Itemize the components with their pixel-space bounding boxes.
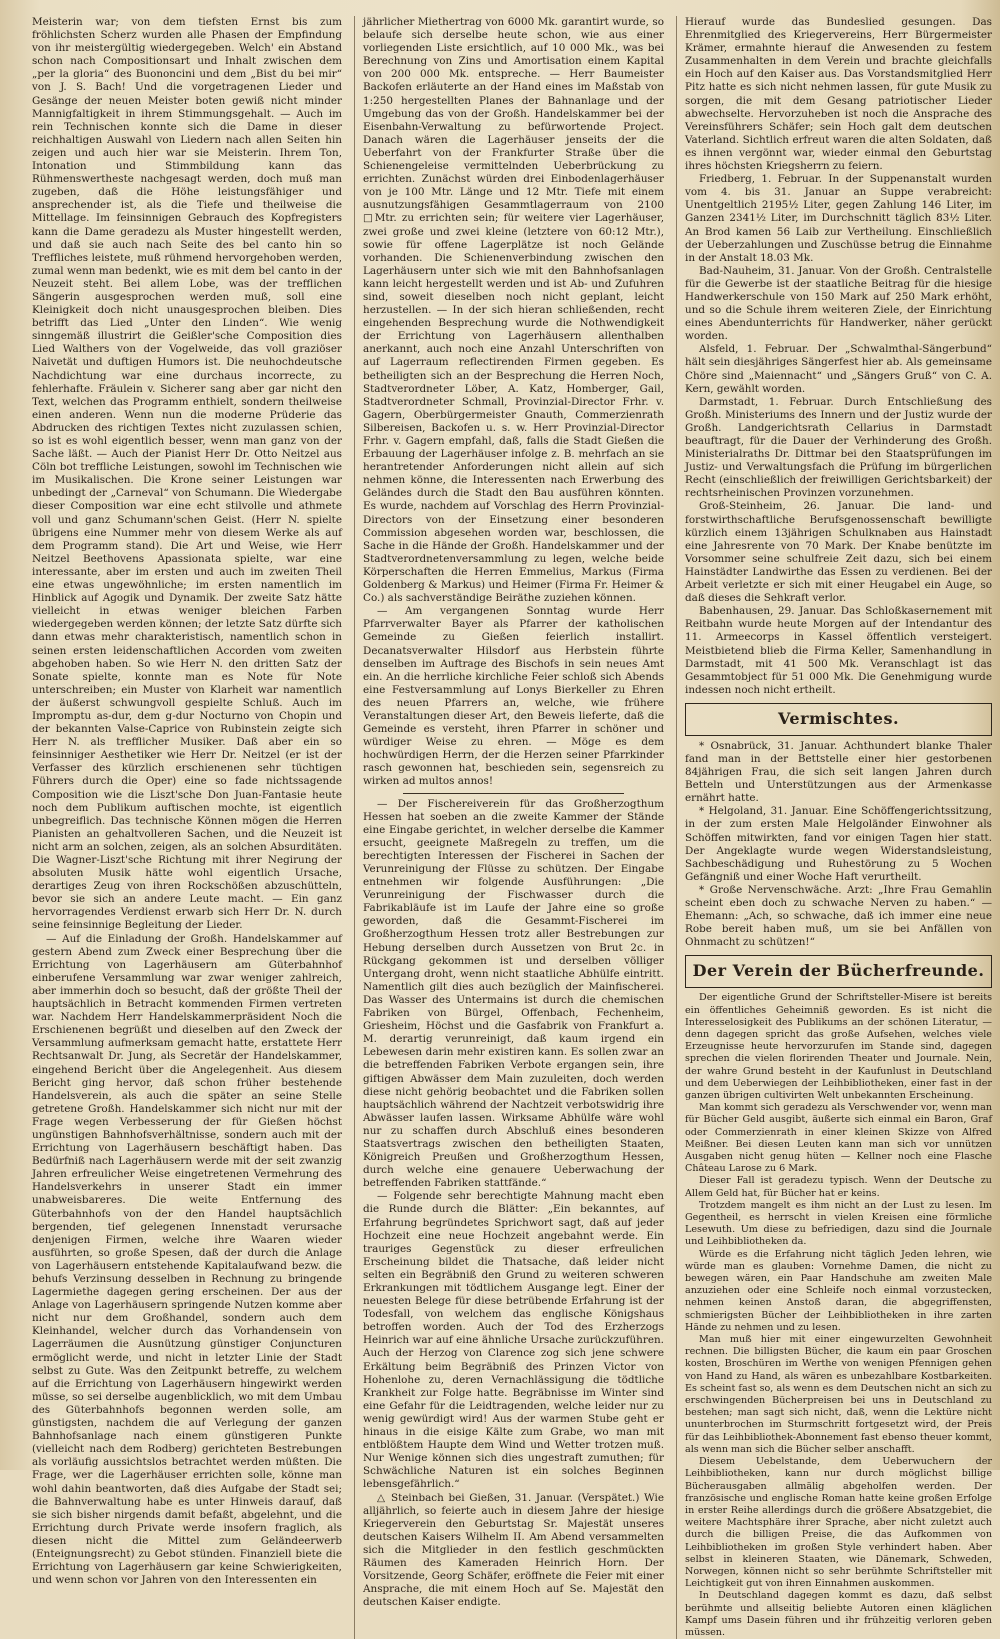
article-paragraph: — Der Fischereiverein für das Großherzogthum Hessen hat soeben an die zweite Kammer der Stände eine Eingabe gerichtet, in welcher derselbe die Kammer ersucht, geeignete Maßregeln zu treffen, um die berechtigten Interessen der Fischerei in Sachen der Verunreinigung der Flüsse zu schützen. Der Eingabe entnehmen wir folgende Ausführungen: „Die Verunreinigung der Fischwasser durch die Fabrikabläufe ist im Laufe der Jahre eine so große geworden, daß die Gesammt-Fischerei im Großherzogthum Hessen trotz aller Bestrebungen zur Hebung derselben durch Aussetzen von Brut 2c. in Rückgang gekommen ist und derselben völliger Untergang droht, wenn nicht staatliche Abhülfe eintritt. Namentlich gilt dies auch bezüglich der Mainfischerei. Das Wasser des Untermains ist durch die chemischen Fabriken von Bürgel, Offenbach, Fechenheim, Griesheim, Höchst und die Gasfabrik von Frankfurt a. M. derartig verunreinigt, daß kaum irgend ein Lebewesen darin mehr existiren kann. Es sollen zwar an die betreffenden Fabriken Verbote ergangen sein, ihre giftigen Abwässer dem Main zuzuleiten, doch werden diese nicht gehörig beobachtet und die Fabriken sollen hauptsächlich während der Nachtzeit verbotswidrig ihre Abwässer laufen lassen. Wirksame Abhülfe wäre wohl nur zu schaffen durch Abschluß eines besonderen Staatsvertrags zwischen den betheiligten Staaten, Königreich Preußen und Großherzogthum Hessen, durch welche eine genauere Ueberwachung der betreffenden Fabriken stattfände.“	[363, 797, 664, 1190]
divider	[403, 793, 624, 794]
feuilleton-body	[685, 992, 992, 1639]
section-title-vermischtes: Vermischtes.	[777, 708, 900, 728]
article-paragraph: Groß-Steinheim, 26. Januar. Die land- und forstwirthschaftliche Berufsgenossenschaft bewilligte kürzlich einem 13jährigen Schulknaben aus Hainstadt eine Jahresrente von 70 Mark. Der Knabe benützte im Vorsommer seine schulfreie Zeit dazu, sich bei einem Hainstädter Landwirthe das Essen zu verdienen. Bei der Arbeit verletzte er sich mit einer Heugabel ein Auge, so daß dieses die Sehkraft verlor.	[685, 500, 992, 605]
article-paragraph: Man kommt sich geradezu als Verschwender vor, wenn man für Bücher Geld ausgibt, äußerte sich einmal ein Baron, Graf oder Commerzienrath in einer kleinen Skizze von Alfred Meißner. Bei diesen Leuten kann man sich vor unnützen Ausgaben nicht genug hüten — Kellner noch eine Flasche Château Larose zu 6 Mark.	[685, 1102, 992, 1175]
article-paragraph: jährlicher Miethertrag von 6000 Mk. garantirt wurde, so belaufe sich derselbe heute schon, wie aus einer vorliegenden Liste ersichtlich, auf 10 000 Mk., was bei Berechnung von Zins und Amortisation einem Kapital von 200 000 Mk. entspreche. — Herr Baumeister Backofen erläuterte an der Hand eines im Maßstab von 1:250 hergestellten Planes der Bahnanlage und der Umgebung das von der Großh. Handelskammer bei der Eisenbahn-Verwaltung zu befürwortende Project. Danach wären die Lagerhäuser jenseits der die Ueberfahrt von der Frankfurter Straße über die Schienengeleise vermittelnden Ueberbrückung zu errichten. Zunächst würden drei Einbodenlagerhäuser von je 100 Mtr. Länge und 12 Mtr. Tiefe mit einem ausnutzungsfähigen Gesammtlagerraum von 2100 □Mtr. zu errichten sein; für weitere vier Lagerhäuser, zwei große und zwei kleine (letztere von 60:12 Mtr.), sowie für offene Lagerplätze ist noch Gelände vorhanden. Die Schienenverbindung zwischen den Lagerhäusern unter sich wie mit den Bahnhofsanlagen kann leicht hergestellt werden und ist Ab- und Zufuhren sind, soweit dieselben noch nicht geplant, leicht herzustellen. — In der sich hieran schließenden, recht eingehenden Besprechung wurde die Nothwendigkeit der Errichtung von Lagerhäusern allenthalben anerkannt, auch noch eine Anzahl Unterschriften von auf Lagerraum reflectirenden Firmen gegeben. Es betheiligten sich an der Besprechung die Herren Noch, Stadtverordneter Löber, A. Katz, Homberger, Gail, Stadtverordneter Schmall, Provinzial-Director Frhr. v. Gagern, Oberbürgermeister Gnauth, Commerzienrath Silbereisen, Backofen u. s. w. Herr Provinzial-Director Frhr. v. Gagern empfahl, daß, falls die Stadt Gießen die Erbauung der Lagerhäuser infolge z. B. mehrfach an sie herantretender Anforderungen nicht allein auf sich nehmen könne, die Interessenten nach Erwerbung des Geländes durch die Stadt den Bau ausführen könnten. Es wurde, nachdem auf Vorschlag des Herrn Provinzial-Directors von der Einsetzung einer besonderen Commission abgesehen worden war, beschlossen, die Sache in die Hände der Großh. Handelskammer und der Stadtverordnetenversammlung zu legen, welche beide Körperschaften die Herren Emmelius, Markus (Firma Goldenberg & Markus) und Heimer (Firma Fr. Heimer & Co.) als sachverständige Beiräthe zuziehen können.	[363, 16, 664, 605]
article-paragraph: Darmstadt, 1. Februar. Durch Entschließung des Großh. Ministeriums des Innern und der Justiz wurde der Großh. Landgerichtsrath Cellarius in Darmstadt beauftragt, für die Dauer der Verhinderung des Großh. Ministerialraths Dr. Dittmar bei den Staatsprüfungen im Justiz- und Verwaltungsfach die Prüfung im bürgerlichen Recht (einschließlich der freiwilligen Gerichtsbarkeit) der rechtsrheinischen Provinzen vorzunehmen.	[685, 395, 992, 500]
article-paragraph: — Auf die Einladung der Großh. Handelskammer auf gestern Abend zum Zweck einer Besprechung über die Errichtung von Lagerhäusern am Güterbahnhof einberufene Versammlung war zwar weniger zahlreich, aber immerhin doch so besucht, daß der größte Theil der hauptsächlich in Betracht kommenden Firmen vertreten war. Nachdem Herr Handelskammerpräsident Noch die Erschienenen begrüßt und dieselben auf den Zweck der Versammlung aufmerksam gemacht hatte, erstattete Herr Rechtsanwalt Dr. Jung, als Secretär der Handelskammer, eingehend Bericht über die Angelegenheit. Aus diesem Bericht ging hervor, daß schon früher bestehende Handelsverein, als auch die später an seine Stelle getretene Großh. Handelskammer sich nicht nur mit der Frage wegen Verbesserung der für Gießen höchst ungünstigen Bahnhofsverhältnisse, sondern auch mit der Errichtung von Lagerhäusern beschäftigt haben. Das Bedürfniß nach Lagerhäusern werde mit der seit zwanzig Jahren erfreulicher Weise eingetretenen Vermehrung des Handelsverkehrs in unserer Stadt ein immer unabweisbareres. Die weite Entfernung des Güterbahnhofs von der den Handel hauptsächlich bergenden, tief gelegenen Innenstadt verursache denjenigen Firmen, welche ihre Waaren wieder ausführten, so große Spesen, daß der durch die Anlage von Lagerhäusern entstehende Kapitalaufwand bezw. die behufs Verzinsung desselben in Rechnung zu bringende Lagermiethe dagegen gering erscheinen. Der aus der Anlage von Lagerhäusern springende Nutzen komme aber nicht nur dem Großhandel, sondern auch dem Kleinhandel, welcher durch das Vorhandensein von Lagerräumen die Ausnützung günstiger Conjuncturen ermöglicht werde, und nicht in letzter Linie der Stadt selbst zu Gute. Was den Zeitpunkt betreffe, zu welchem auf die Errichtung von Lagerhäusern hingewirkt werden müsse, so sei derselbe augenblicklich, wo mit dem Umbau des Güterbahnhofs begonnen werden solle, am günstigsten, nachdem die auf Verlegung der ganzen Bahnhofsanlage nach einem günstigeren Punkte (vielleicht nach dem Rodberg) gerichteten Bestrebungen als vorläufig aussichtslos betrachtet werden müßten. Die Frage, wer die Lagerhäuser errichten solle, könne man wohl dahin beantworten, daß dies Aufgabe der Stadt sei; die Bahnverwaltung habe es unter Hinweis darauf, daß sie sich bisher nirgends damit befaßt, abgelehnt, und die Errichtung durch Private werde insofern fraglich, als diesen nicht die Mittel zum Geländeerwerb (Enteignungsrecht) zu Gebot stünden. Finanziell biete die Errichtung von Lagerhäusern gar keine Schwierigkeiten, und wenn schon vor Jahren von den Interessenten ein	[32, 932, 342, 1587]
section-header-box	[685, 955, 992, 988]
news-item: * Helgoland, 31. Januar. Eine Schöffengerichtssitzung, in der zum ersten Male Helgoländer Einwohner als Schöffen mitwirkten, fand vor einigen Tagen hier statt. Der Angeklagte wurde wegen Widerstandsleistung, Sachbeschädigung und Ruhestörung zu 5 Wochen Gefängniß und einer Woche Haft verurtheilt.	[685, 805, 992, 883]
article-paragraph: Der eigentliche Grund der Schriftsteller-Misere ist bereits ein öffentliches Geheimniß geworden. Es ist nicht die Interesselosigkeit des Publikums an der schönen Literatur, — denn dagegen spricht das große Aufsehen, welches viele Erzeugnisse heute hervorzurufen im Stande sind, dagegen sprechen die vielen florirenden Theater und Journale. Nein, der wahre Grund besteht in der Kaufunlust in Deutschland und dem Ueberwiegen der Leihbibliotheken, einer fast in der ganzen übrigen cultivirten Welt unbekannten Erscheinung.	[685, 992, 992, 1101]
article-paragraph: △ Steinbach bei Gießen, 31. Januar. (Verspätet.) Wie alljährlich, so feierte auch in diesem Jahre der hiesige Kriegerverein den Geburtstag Sr. Majestät unseres deutschen Kaisers Wilhelm II. Am Abend versammelten sich die Mitglieder in den festlich geschmückten Räumen des Kameraden Heinrich Horn. Der Vorsitzende, Georg Schäfer, eröffnete die Feier mit einer Ansprache, die mit einem Hoch auf Se. Majestät den deutschen Kaiser endigte.	[363, 1491, 664, 1609]
article-paragraph: In Deutschland dagegen kommt es dazu, daß selbst berühmte und allseitig beliebte Autoren einen kläglichen Kampf ums Dasein führen und ihr frühzeitig verloren geben müssen.	[685, 1590, 992, 1638]
column-3	[676, 16, 992, 1639]
article-paragraph: Trotzdem mangelt es ihm nicht an der Lust zu lesen. Im Gegentheil, es herrscht in vielen Kreisen eine förmliche Lesewuth. Um diese zu befriedigen, dazu sind die Journale und Leihbibliotheken da.	[685, 1199, 992, 1248]
article-paragraph: Hierauf wurde das Bundeslied gesungen. Das Ehrenmitglied des Kriegervereins, Herr Bürgermeister Krämer, ermahnte hierauf die Anwesenden zu festem Zusammenhalten in dem Verein und brachte gleichfalls ein Hoch auf den Kaiser aus. Das Vorstandsmitglied Herr Pitz hatte es sich nicht nehmen lassen, für gute Musik zu sorgen, die mit dem Gesang patriotischer Lieder abwechselte. Hervorzuheben ist noch die Ansprache des Vereinsführers Schäfer; sein Hoch galt dem deutschen Vaterland. Sichtlich erfreut waren die alten Soldaten, daß es ihnen vergönnt war, wieder einmal den Geburtstag ihres höchsten Kriegsherrn zu feiern.	[685, 16, 992, 173]
article-paragraph: — Folgende sehr berechtigte Mahnung macht eben die Runde durch die Blätter: „Ein bekanntes, auf Erfahrung begründetes Sprichwort sagt, daß auf jeder Hochzeit eine neue Hochzeit angebahnt werde. Ein trauriges Gegenstück zu dieser erfreulichen Erscheinung bildet die Thatsache, daß leider nicht selten ein Begräbniß den Grund zu weiteren schweren Erkrankungen mit tödtlichem Ausgange legt. Einer der neuesten Belege für diese betrübende Erfahrung ist der Todesfall, von welchem das englische Königshaus betroffen worden. Auch der Tod des Erzherzogs Heinrich war auf eine ähnliche Ursache zurückzuführen. Auch der Herzog von Clarence zog sich jene schwere Erkältung beim Begräbniß des Prinzen Victor von Hohenlohe zu, deren Vernachlässigung die tödtliche Krankheit zur Folge hatte. Begräbnisse im Winter sind eine Gefahr für die Leidtragenden, welche leider nur zu wenig gewürdigt wird! Aus der warmen Stube geht er hinaus in die eisige Kälte zum Grabe, wo man mit entblößtem Haupte dem Wind und Wetter trotzen muß. Nur Wenige können sich dies ungestraft zumuthen; für Schwächliche Naturen ist ein solches Beginnen lebensgefährlich.“	[363, 1190, 664, 1491]
article-paragraph: Babenhausen, 29. Januar. Das Schloßkasernement mit Reitbahn wurde heute Morgen auf der Intendantur des 11. Armeecorps in Kassel öffentlich versteigert. Meistbietend blieb die Firma Keller, Samenhandlung in Darmstadt, mit 41 500 Mk. Veranschlagt ist das Gesammtobject für 51 000 Mk. Die Genehmigung wurde indessen noch nicht ertheilt.	[685, 605, 992, 696]
article-paragraph: Alsfeld, 1. Februar. Der „Schwalmthal-Sängerbund“ hält sein diesjähriges Sängerfest hier ab. Als gemeinsame Chöre sind „Maiennacht“ und „Sängers Gruß“ von C. A. Kern, gewählt worden.	[685, 343, 992, 395]
article-paragraph: — Am vergangenen Sonntag wurde Herr Pfarrverwalter Bayer als Pfarrer der katholischen Gemeinde zu Gießen feierlich installirt. Decanatsverwalter Hilsdorf aus Herbstein führte denselben im Auftrage des Bischofs in sein neues Amt ein. An die herrliche kirchliche Feier schloß sich Abends eine Festversammlung auf Lonys Bierkeller zu Ehren des neuen Pfarrers an, welche, wie frühere Veranstaltungen dieser Art, den Beweis lieferte, daß die Gemeinde es versteht, ihren Pfarrer in schöner und würdiger Weise zu ehren. — Möge es dem hochwürdigen Herrn, der die Herzen seiner Pfarrkinder rasch gewonnen hat, beschieden sein, segensreich zu wirken ad multos annos!	[363, 605, 664, 788]
news-item: * Große Nervenschwäche. Arzt: „Ihre Frau Gemahlin scheint eben doch zu schwache Nerven zu haben.“ — Ehemann: „Ach, so schwache, daß ich immer eine neue Robe bereit haben muß, um sie bei Anfällen von Ohnmacht zu schützen!“	[685, 883, 992, 949]
article-paragraph: Meisterin war; von dem tiefsten Ernst bis zum fröhlichsten Scherz wurden alle Phasen der Empfindung von ihr meistergültig wiedergegeben. Welch' ein Abstand schon nach Compositionsart und Inhalt zwischen dem „per la gloria“ des Buononcini und dem „Bist du bei mir“ von J. S. Bach! Und die vorgetragenen Lieder und Gesänge der neuen Meister boten gewiß nicht minder Mannigfaltigkeit in ihrem Stimmungsgehalt. — Auch im rein Technischen konnte sich die Dame in dieser reichhaltigen Auswahl von Liedern nach allen Seiten hin zeigen und auch hier war sie Meisterin. Ihrem Ton, Intonation und Stimmbildung kann das Rühmenswertheste nachgesagt werden, doch muß man zugeben, daß die Höhe leistungsfähiger und ansprechender ist, als die Tiefe und theilweise die Mittellage. Im feinsinnigen Gebrauch des Kopfregisters kann die Dame geradezu als Muster hingestellt werden, und daß sie auch nach Seite des bel canto hin so Treffliches leistete, muß rühmend hervorgehoben werden, zumal wenn man bedenkt, wie es mit dem bel canto in der Neuzeit steht. Bei allem Lobe, was der trefflichen Sängerin ausgesprochen werden muß, soll eine Kleinigkeit doch nicht unausgesprochen bleiben. Dies betrifft das Lied „Unter den Linden“. Wie wenig sinngemäß illustrirt die Geißler'sche Composition dies Lied Walthers von der Vogelweide, das voll graziöser Naivetät und duftigen Humors ist. Die neuhochdeutsche Nachdichtung war eine durchaus incorrecte, zu fehlerhafte. Fräulein v. Sicherer sang aber gar nicht den Text, welchen das Programm enthielt, sondern theilweise einen anderen. Wenn nun die moderne Prüderie das Abdrucken des richtigen Textes nicht zuzulassen schien, so ist es wohl eigentlich besser, wenn man ganz von der Sache läßt. — Auch der Pianist Herr Dr. Otto Neitzel aus Cöln bot treffliche Leistungen, sowohl im Technischen wie im Musikalischen. Die Krone seiner Leistungen war unbedingt der „Carneval“ von Schumann. Die Wiedergabe dieser Composition war eine echt stilvolle und athmete voll und ganz Schumann'schen Geist. (Herr N. spielte übrigens eine Nummer mehr von diesem Werke als auf dem Programm stand). Die Art und Weise, wie Herr Neitzel Beethovens Apassionata spielte, war eine interessante, aber im ersten und auch im zweiten Theil eine etwas ungewöhnliche; im ersten namentlich im Hinblick auf Agogik und Dynamik. Der zweite Satz hätte vielleicht in etwas weniger bleichen Farben wiedergegeben werden können; der letzte Satz dürfte sich dann etwas mehr charakteristisch, namentlich schon in seinen ersten leidenschaftlichen Accorden vom zweiten abgehoben haben. So wie Herr N. den dritten Satz der Sonate spielte, konnte man es Note für Note unterschreiben; ein Muster von Klarheit war namentlich der äußerst schwungvoll gespielte Schluß. Auch im Impromptu as-dur, dem g-dur Nocturno von Chopin und der bekannten Valse-Caprice von Rubinstein zeigte sich Herr N. als trefflicher Musiker. Daß aber ein so feinsinniger Aesthetiker wie Herr Dr. Neitzel (er ist der Verfasser des kürzlich erschienenen sehr tüchtigen Führers durch die Oper) eine so fade nichtssagende Composition wie die Liszt'sche Don Juan-Fantasie heute noch dem Publikum auftischen mochte, ist eigentlich unbegreiflich. Das technische Können mögen die Herren Pianisten an gehaltvolleren Sachen, und die Neuzeit ist nicht arm an solchen, zeigen, als an solchen Absurditäten. Die Wagner-Liszt'sche Richtung mit ihrer Negirung der absoluten Musik hätte wohl eigentlich Ursache, derartiges Zeug von ihren Rockschößen abzuschütteln, bevor sie sich an andere Leute macht. — Ein ganz hervorragendes Verdienst erwarb sich Herr Dr. N. durch seine feinsinnige Begleitung der Lieder.	[32, 16, 342, 932]
news-item: * Osnabrück, 31. Januar. Achthundert blanke Thaler fand man in der Bettstelle einer hier gestorbenen 84jährigen Frau, die sich seit langen Jahren durch Betteln und Unterstützungen aus der Armenkasse ernährt hatte.	[685, 739, 992, 805]
article-paragraph: Bad-Nauheim, 31. Januar. Von der Großh. Centralstelle für die Gewerbe ist der staatliche Beitrag für die hiesige Handwerkerschule von 150 Mark auf 250 Mark erhöht, und so die Schule ihrem weiteren Ziele, der Einrichtung eines Abendunterrichts für Handwerker, näher gerückt worden.	[685, 264, 992, 343]
column-1	[32, 16, 342, 1639]
article-paragraph: Würde es die Erfahrung nicht täglich Jeden lehren, wie würde man es glauben: Vornehme Damen, die nicht zu bewegen wären, ein Paar Handschuhe am zweiten Male anzuziehen oder eine Schleife noch einmal vorzustecken, nehmen keinen Anstoß daran, die abgegriffensten, schmierigsten Bücher der Leihbibliotheken in ihre zarten Hände zu nehmen und zu lesen.	[685, 1248, 992, 1333]
section-title-verein: Der Verein der Bücherfreunde.	[692, 961, 985, 981]
section-header-box	[685, 703, 992, 736]
article-paragraph: Friedberg, 1. Februar. In der Suppenanstalt wurden vom 4. bis 31. Januar an Suppe verabreicht: Unentgeltlich 2195½ Liter, gegen Zahlung 146 Liter, im Ganzen 2341½ Liter, im Durchschnitt täglich 83½ Liter. An Brod kamen 56 Laib zur Vertheilung. Einschließlich der Ueberzahlungen und Zuschüsse betrug die Einnahme in der Anstalt 18.03 Mk.	[685, 173, 992, 264]
column-2	[354, 16, 664, 1639]
column-layout	[32, 16, 992, 1638]
article-paragraph: Man muß hier mit einer eingewurzelten Gewohnheit rechnen. Die billigsten Bücher, die kaum ein paar Groschen kosten, Broschüren im Werthe von wenigen Pfennigen gehen von Hand zu Hand, als wären es unbezahlbare Kostbarkeiten. Es scheint fast so, als wenn es dem Deutschen nicht an sich zu erschwingenden Bücherpreisen bei uns in Deutschland zu bestehen; man sagt sich nicht, daß, wenn die Lektüre nicht ununterbrochen im Sturmschritt fortgesetzt wird, der Preis für das Leihbibliothek-Abonnement fast ebenso theuer kommt, als wenn man sich die Bücher selber anschafft.	[685, 1334, 992, 1455]
article-paragraph: Diesem Uebelstande, dem Ueberwuchern der Leihbibliotheken, kann nur durch möglichst billige Bücherausgaben allmälig abgeholfen werden. Der französische und englische Roman hatte keine großen Erfolge in erster Reihe allerdings durch die größere Absatzgebiet, die weitere Machtsphäre ihrer Sprache, aber nicht zuletzt auch durch die billigen Preise, die das Aufkommen von Leihbibliotheken im großen Style verhindert haben. Aber selbst in kleineren Staaten, wie Dänemark, Schweden, Norwegen, können nicht so sehr berühmte Schriftsteller mit Leichtigkeit gut von ihren Einnahmen auskommen.	[685, 1456, 992, 1590]
article-paragraph: Dieser Fall ist geradezu typisch. Wenn der Deutsche zu Allem Geld hat, für Bücher hat er keins.	[685, 1175, 992, 1199]
